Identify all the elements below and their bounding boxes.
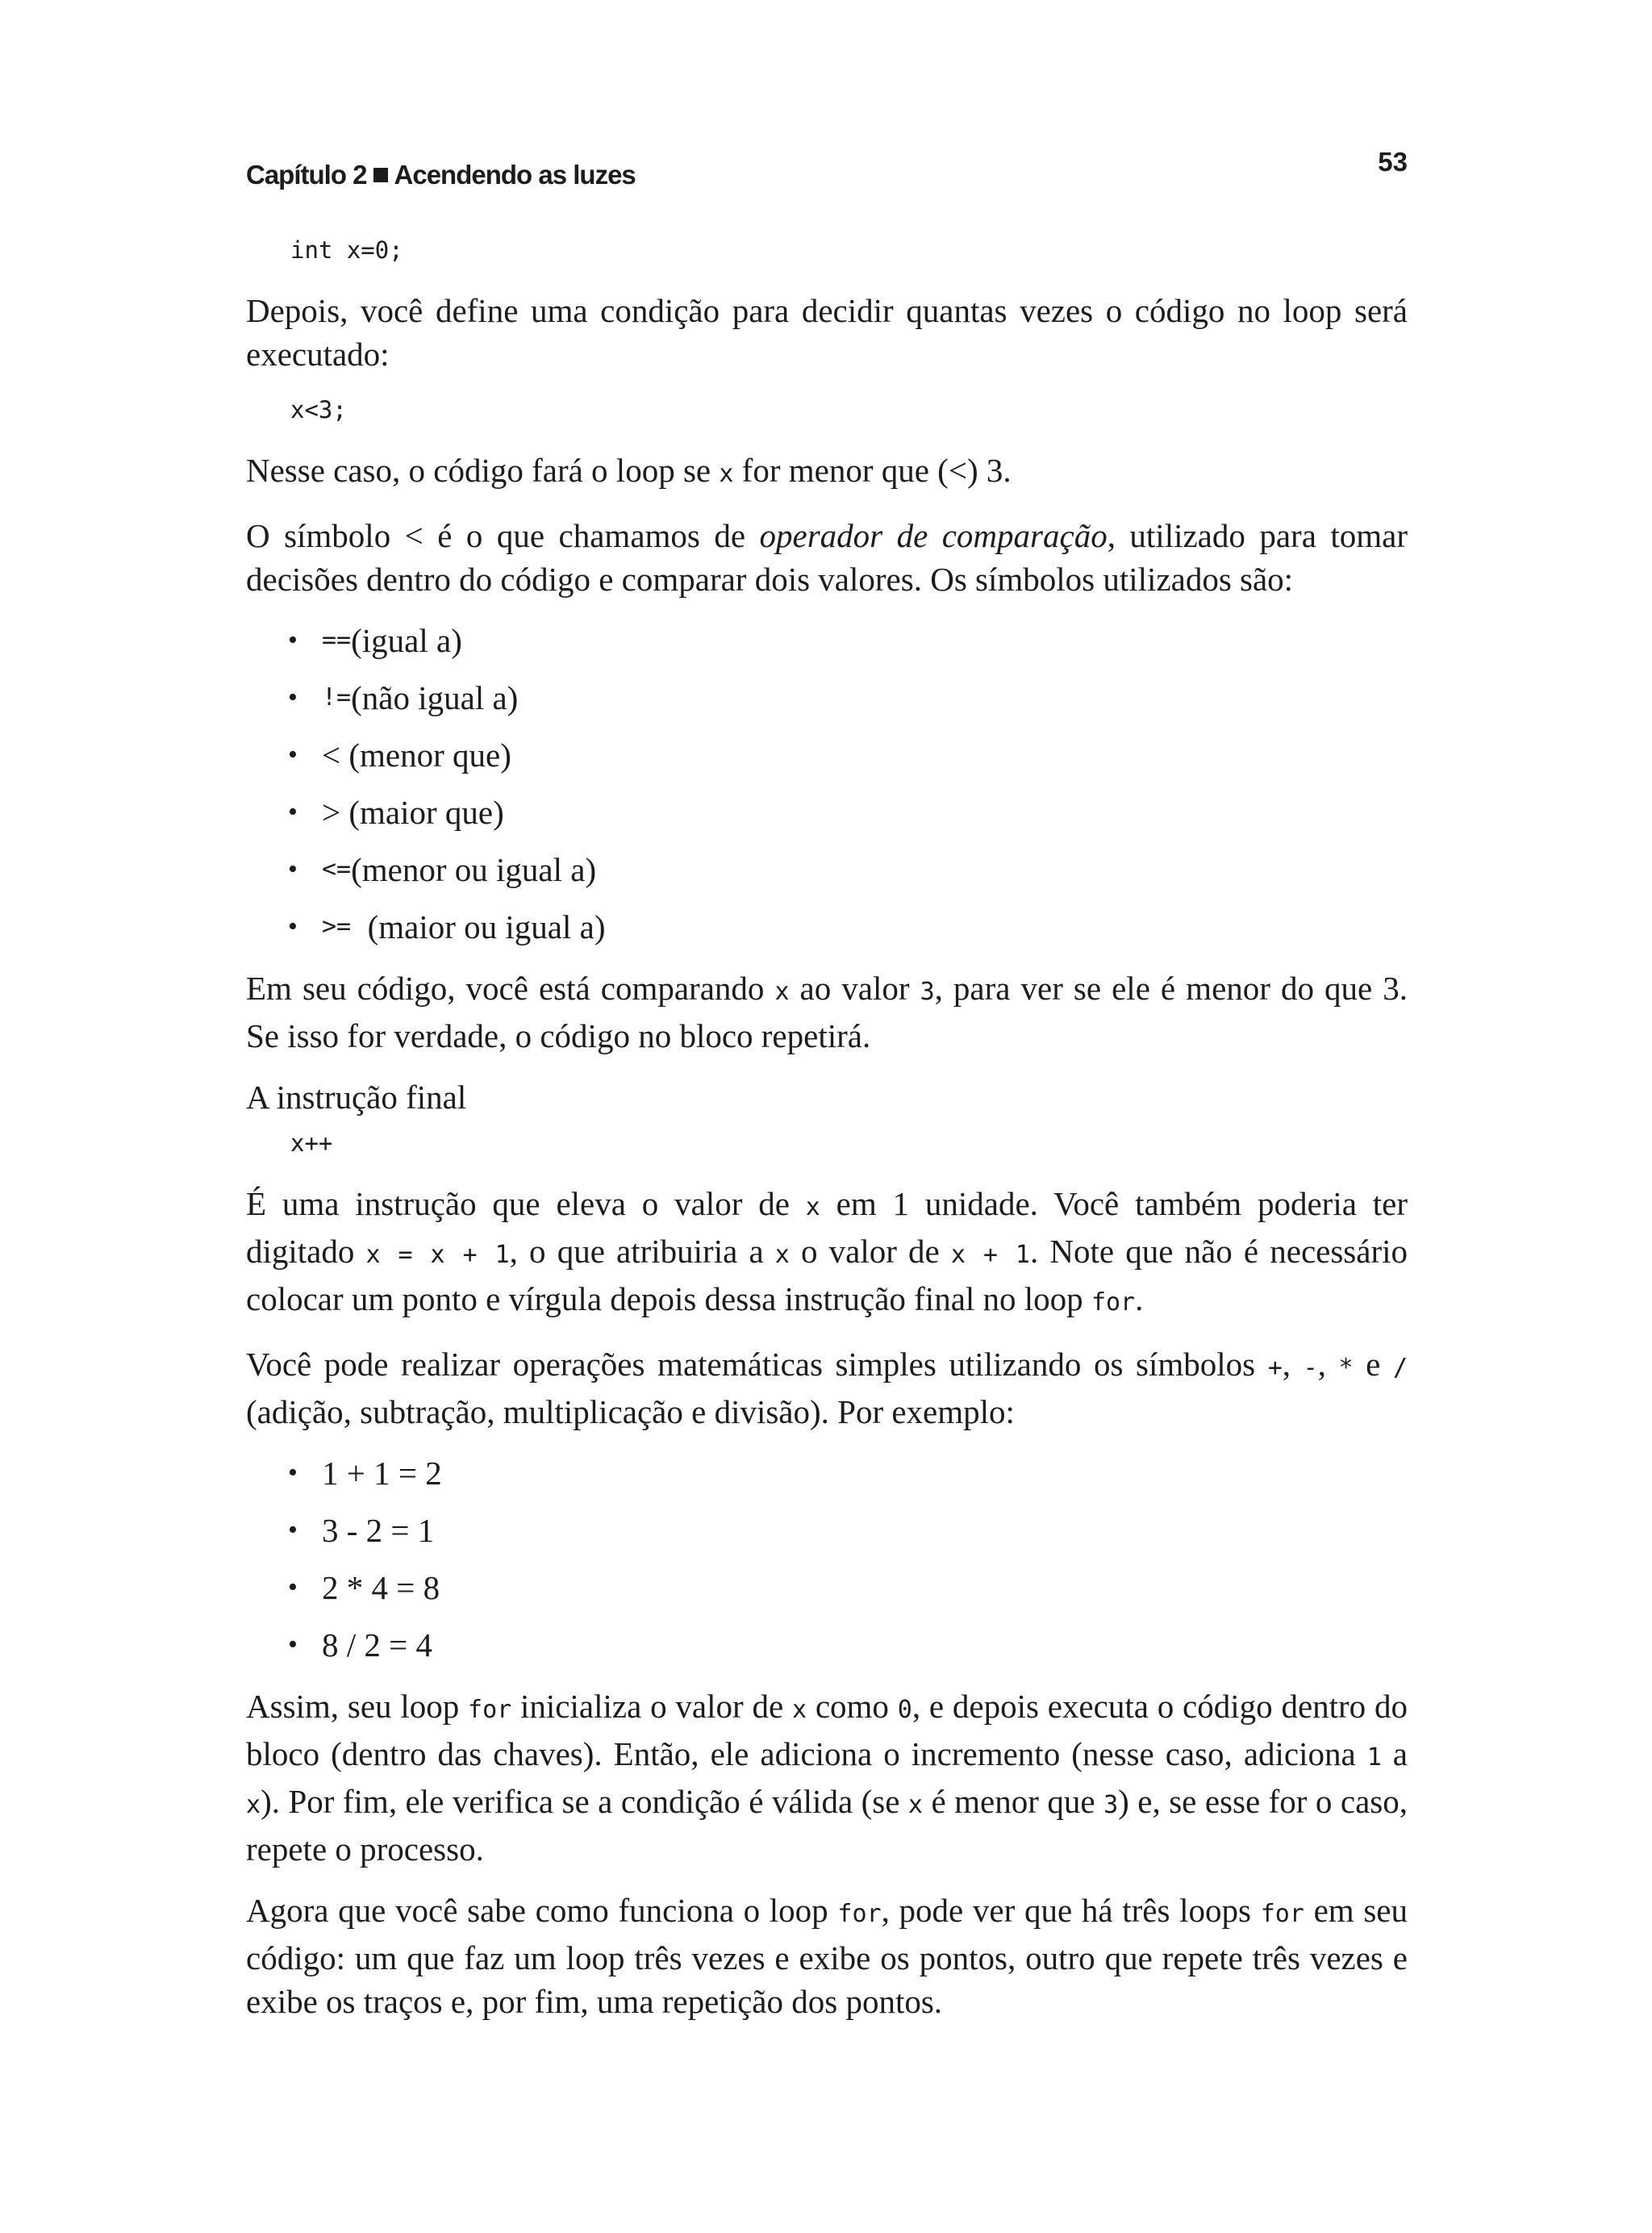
paragraph: Depois, você define uma condição para decidir quantas vezes o código no loop será executado: [246, 292, 1408, 373]
paragraph: É uma instrução que eleva o valor de x em 1 unidade. Você também poderia ter digitado x = x + 1, o que atribuiria a x o valor de x + 1. Note que não é necessário colocar um ponto e vírgula depois dessa instrução final no loop for. [246, 1185, 1408, 1317]
list-item: • > (maior que) [246, 791, 1408, 834]
list-item: • <= (menor ou igual a) [246, 848, 1408, 891]
chapter-number: Capítulo 2 [246, 160, 367, 190]
bullet-icon: • [288, 1572, 298, 1602]
paragraph: A instrução final [246, 1079, 467, 1116]
list-item: • 8 / 2 = 4 [246, 1623, 1408, 1667]
page-body [246, 234, 1408, 2041]
chapter-heading [246, 160, 636, 190]
bullet-icon: • [288, 1630, 298, 1659]
math-example-list [246, 1451, 1408, 1667]
list-item: • 1 + 1 = 2 [246, 1451, 1408, 1495]
page-number: 53 [1378, 147, 1408, 177]
bullet-icon: • [288, 1515, 298, 1545]
list-item: • >= (maior ou igual a) [246, 905, 1408, 949]
list-item: • == (igual a) [246, 619, 1408, 662]
list-item: • 3 - 2 = 1 [246, 1509, 1408, 1552]
list-item: • < (menor que) [246, 733, 1408, 777]
code-block-condition: x<3; [290, 396, 347, 424]
bullet-icon: • [288, 625, 298, 655]
chapter-title: Acendendo as luzes [394, 160, 636, 190]
bullet-icon: • [288, 797, 298, 827]
code-block-init: int x=0; [290, 236, 403, 264]
running-header [246, 147, 1408, 190]
square-separator-icon [373, 168, 388, 182]
bullet-icon: • [288, 740, 298, 770]
bullet-icon: • [288, 912, 298, 941]
comparison-operator-list [246, 619, 1408, 949]
paragraph: Agora que você sabe como funciona o loop for, pode ver que há três loops for em seu código: um que faz um loop três vezes e exibe os pontos, outro que repete três vezes e exibe os traços e, por fim, uma repetição dos pontos. [246, 1892, 1408, 2020]
paragraph: Nesse caso, o código fará o loop se x for menor que (<) 3. [246, 452, 1012, 489]
paragraph: Você pode realizar operações matemáticas simples utilizando os símbolos +, -, * e / (adição, subtração, multiplicação e divisão). Por exemplo: [246, 1346, 1408, 1430]
paragraph: Em seu código, você está comparando x ao valor 3, para ver se ele é menor do que 3. Se isso for verdade, o código no bloco repetirá. [246, 970, 1408, 1054]
bullet-icon: • [288, 682, 298, 712]
paragraph: Assim, seu loop for inicializa o valor de x como 0, e depois executa o código dentro do bloco (dentro das chaves). Então, ele adiciona o incremento (nesse caso, adiciona 1 a x). Por fim, ele verifica se a condição é válida (se x é menor que 3) e, se esse for o caso, repete o processo. [246, 1688, 1408, 1868]
bullet-icon: • [288, 1458, 298, 1488]
paragraph: O símbolo < é o que chamamos de operador de comparação, utilizado para tomar decisões dentro do código e comparar dois valores. Os símbolos utilizados são: [246, 517, 1408, 598]
bullet-icon: • [288, 854, 298, 884]
list-item: • 2 * 4 = 8 [246, 1566, 1408, 1609]
list-item: • != (não igual a) [246, 676, 1408, 720]
code-block-increment: x++ [290, 1129, 333, 1157]
